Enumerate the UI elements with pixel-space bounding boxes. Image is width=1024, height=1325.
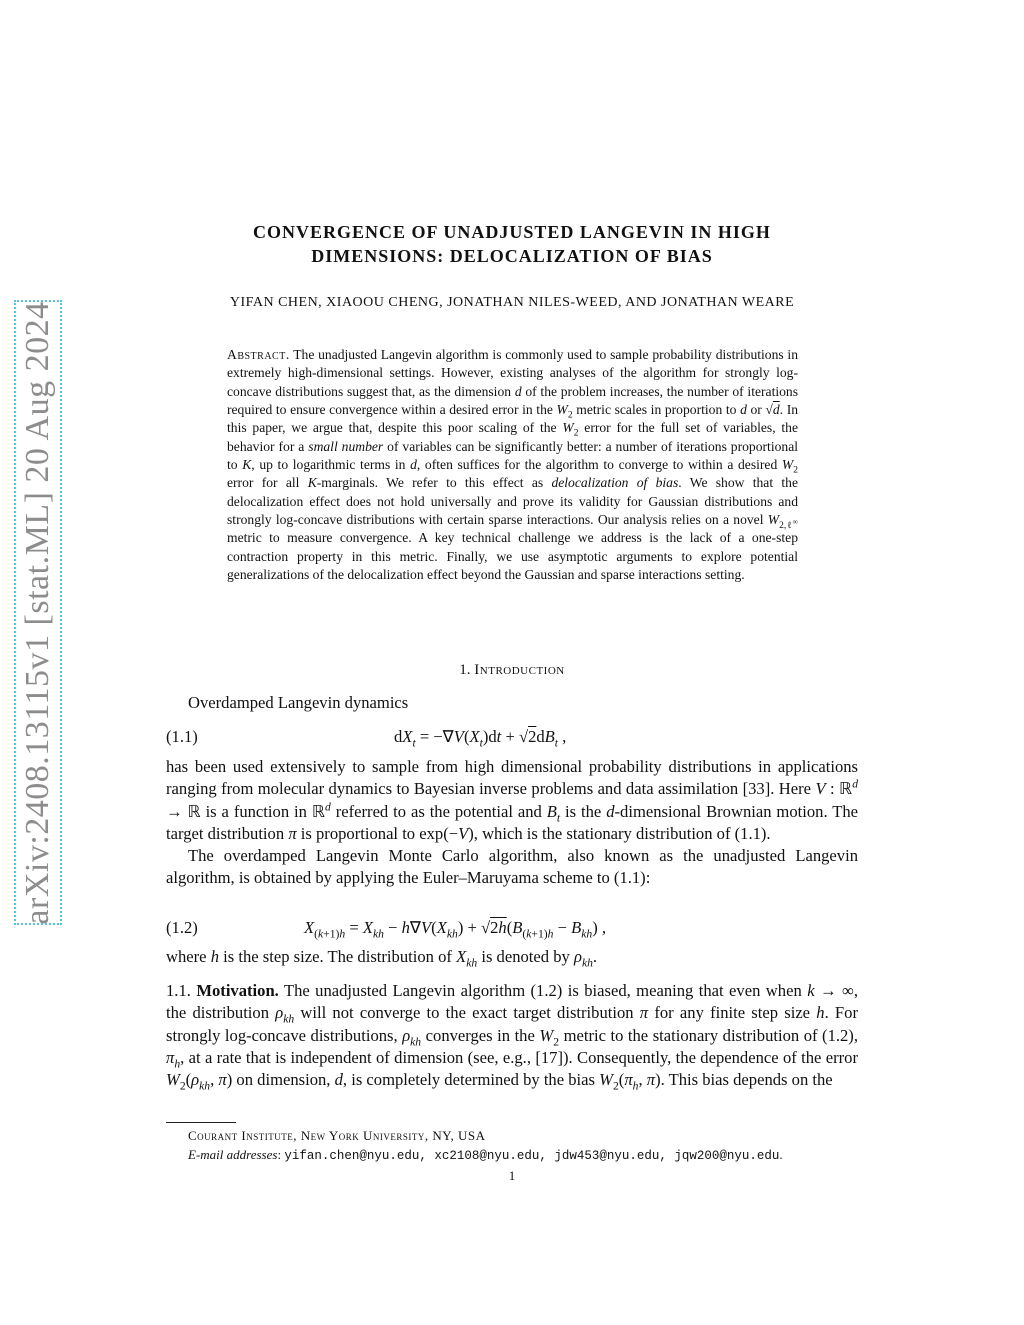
equation-label: (1.2): [166, 918, 198, 937]
abstract-paragraph: Abstract. The unadjusted Langevin algorithm is commonly used to sample probability distributions in extremely high-dimensional settings. However, existing analyses of the algorithm for strongly log-concave distributions suggest that, as the dimension d of the problem increases, the number of iterations required to ensure convergence within a desired error in the $W_2$ metric scales in proportion to d or √d. In this paper, we argue that, despite this poor scaling of the $W_2$ error for the full set of variables, the behavior for a small number of variables can be significantly better: a number of iterations proportional to K, up to logarithmic terms in d, often suffices for the algorithm to converge to within a desired $W_2$ error for all K-marginals. We refer to this effect as delocalization of bias. We show that the delocalization effect does not hold universally and prove its validity for Gaussian distributions and strongly log-concave distributions with certain sparse interactions. Our analysis relies on a novel $W_{2,\ell^\infty}$ metric to measure convergence. A key technical challenge we address is the lack of a one-step contraction property in this metric. Finally, we use asymptotic arguments to explore potential generalizations of the delocalization effect beyond the Gaussian and sparse interactions setting.: [227, 347, 799, 583]
footnote-emails: E-mail addresses: yifan.chen@nyu.edu, xc2108@nyu.edu, jdw453@nyu.edu, jqw200@nyu.edu.: [188, 1147, 783, 1163]
equation-label: (1.1): [166, 727, 198, 746]
arxiv-id: arXiv:2408.13115v1 [stat.ML] 20 Aug 2024: [19, 300, 56, 925]
paper-title: [0, 220, 1024, 268]
title-line-1: CONVERGENCE OF UNADJUSTED LANGEVIN IN HIGH: [253, 222, 771, 242]
motivation-paragraph: 1.1. Motivation. The unadjusted Langevin algorithm (1.2) is biased, meaning that even when k → ∞, the distribution $\rho_{kh}$ will not converge to the exact target distribution π for any finite step size h. For strongly log-concave distributions, $\rho_{kh}$ converges in the $W_2$ metric to the stationary distribution of (1.2), $\pi_h$, at a rate that is independent of dimension (see, e.g., [17]). Consequently, the dependence of the error $W_2(\rho_{kh}$, π) on dimension, d, is completely determined by the bias $W_2(\pi_h$, π). This bias depends on the: [166, 981, 858, 1093]
arxiv-stamp: [14, 300, 62, 925]
equation-body: $X_{(k+1)h} = X_{kh} - h\nabla V(X_{kh}) + √2h(B_{(k+1)h} - B_{kh})$ ,: [304, 918, 607, 941]
abstract: [227, 346, 798, 584]
subsection-heading-motivation: Motivation.: [196, 981, 279, 1000]
intro-paragraph-1: has been used extensively to sample from high dimensional probability distributions in applications ranging from molecular dynamics to Bayesian inverse problems and data assimilation [33]. Here V : ℝ$^d$ → ℝ is a function in ℝ$^d$ referred to as the potential and $B_t$ is the d-dimensional Brownian motion. The target distribution π is proportional to exp(−V), which is the stationary distribution of (1.1). The overdamped Langevin Monte Carlo algorithm, also known as the unadjusted Langevin algorithm, is obtained by applying the Euler–Maruyama scheme to (1.1):: [166, 756, 858, 890]
equation-1-2: [166, 918, 858, 944]
title-line-2: DIMENSIONS: DELOCALIZATION OF BIAS: [311, 246, 713, 266]
intro-paragraph-3: where h is the step size. The distribution of $X_{kh}$ is denoted by $\rho_{kh}$.: [166, 947, 598, 970]
equation-body: $dX_t = -\nabla V(X_t)dt + √2dB_t$ ,: [394, 727, 567, 750]
section-heading-introduction: 1. Introduction: [459, 662, 565, 678]
emphasis-small-number: small number: [308, 438, 384, 454]
intro-paragraph-2: The overdamped Langevin Monte Carlo algorithm, also known as the unadjusted Langevin algorithm, is obtained by applying the Euler–Maruyama scheme to (1.1):: [166, 846, 858, 888]
page-number: 1: [508, 1168, 516, 1183]
footnote-affiliation: Courant Institute, New York University, NY, USA: [188, 1128, 486, 1143]
email-list: yifan.chen@nyu.edu, xc2108@nyu.edu, jdw453@nyu.edu, jqw200@nyu.edu: [284, 1149, 780, 1163]
equation-1-1: [166, 727, 858, 753]
footnote-rule: [166, 1122, 236, 1123]
author-list: YIFAN CHEN, XIAOOU CHENG, JONATHAN NILES-WEED, AND JONATHAN WEARE: [229, 295, 795, 310]
emphasis-delocalization: delocalization of bias: [551, 475, 679, 491]
intro-lead: Overdamped Langevin dynamics: [188, 693, 409, 712]
abstract-label: Abstract.: [227, 347, 290, 362]
